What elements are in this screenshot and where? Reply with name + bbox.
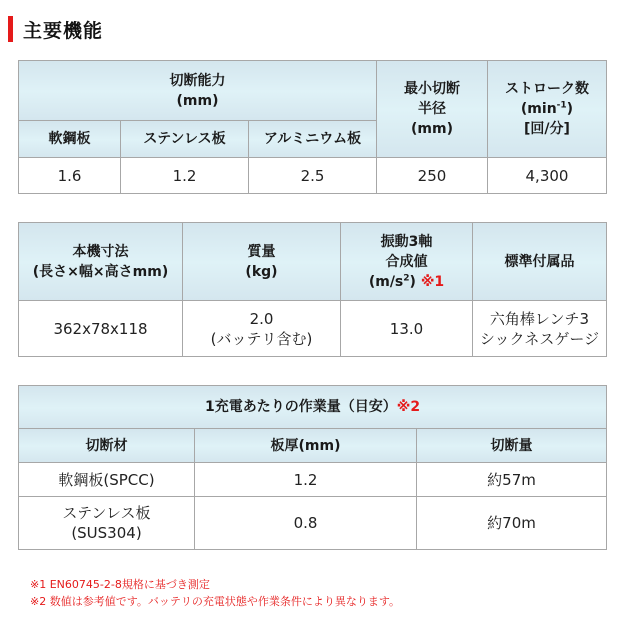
work-per-charge-title: 1充電あたりの作業量（目安）※2 (19, 386, 607, 429)
stroke-rate-value: 4,300 (488, 158, 607, 194)
vibration-value: 13.0 (341, 301, 473, 357)
note-2-marker: ※2 (396, 399, 421, 415)
section-heading (8, 16, 103, 42)
cut-amount-cell: 約57m (417, 463, 607, 497)
thickness-cell: 1.2 (195, 463, 417, 497)
cut-amount-header: 切断量 (417, 429, 607, 463)
section-title: 主要機能 (23, 19, 104, 42)
thickness-cell: 0.8 (195, 497, 417, 550)
dimensions-header: 本機寸法 (長さ×幅×高さmm) (19, 223, 183, 301)
note-1-marker: ※1 (420, 273, 445, 290)
cutting-capacity-header: 切断能力 (mm) (19, 61, 377, 121)
mild-steel-value: 1.6 (19, 158, 121, 194)
mass-value: 2.0 (バッテリ含む) (183, 301, 341, 357)
accessories-value: 六角棒レンチ3 シックネスゲージ (473, 301, 607, 357)
material-header: 切断材 (19, 429, 195, 463)
footnote-1: ※1 EN60745-2-8規格に基づき測定 (30, 578, 210, 591)
stainless-value: 1.2 (121, 158, 249, 194)
table-row (19, 463, 607, 497)
mild-steel-header: 軟鋼板 (19, 121, 121, 158)
footnote-2: ※2 数値は参考値です。バッテリの充電状態や作業条件により異なります。 (30, 595, 400, 608)
cutting-capacity-table (18, 60, 607, 194)
table-row (19, 497, 607, 550)
material-cell: 軟鋼板(SPCC) (19, 463, 195, 497)
cut-amount-cell: 約70m (417, 497, 607, 550)
dimensions-value: 362x78x118 (19, 301, 183, 357)
footnotes (30, 576, 400, 610)
accessories-header: 標準付属品 (473, 223, 607, 301)
min-radius-value: 250 (377, 158, 488, 194)
heading-accent-bar (8, 16, 13, 42)
work-per-charge-table (18, 385, 607, 550)
vibration-header: 振動3軸 合成値 $(m/s^2)$ ※1 (341, 223, 473, 301)
aluminum-header: アルミニウム板 (249, 121, 377, 158)
specs-table (18, 222, 607, 357)
stainless-header: ステンレス板 (121, 121, 249, 158)
mass-header: 質量 (kg) (183, 223, 341, 301)
stroke-rate-header: ストローク数 $(\min^{-1})$ [回/分] (488, 61, 607, 158)
min-radius-header: 最小切断 半径 (mm) (377, 61, 488, 158)
thickness-header: 板厚(mm) (195, 429, 417, 463)
material-cell: ステンレス板 (SUS304) (19, 497, 195, 550)
aluminum-value: 2.5 (249, 158, 377, 194)
